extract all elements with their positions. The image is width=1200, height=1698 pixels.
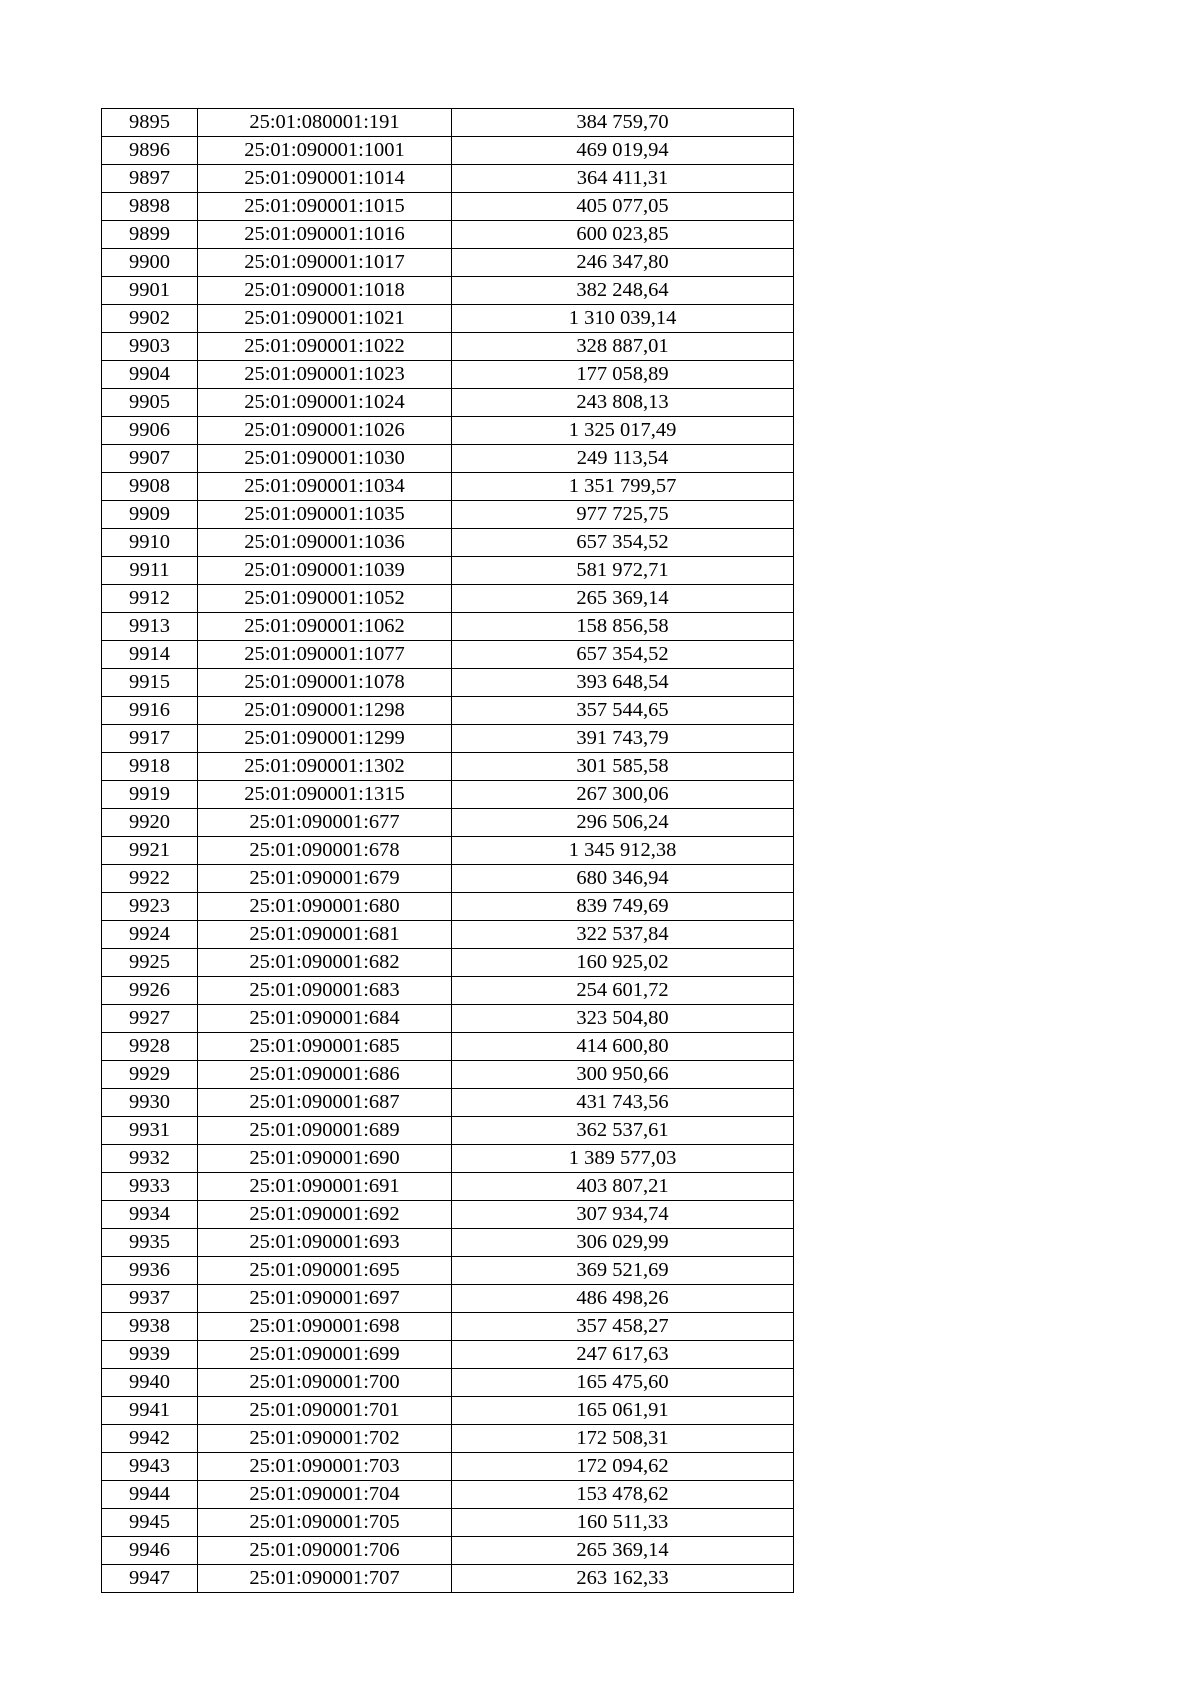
row-number-cell: 9926 — [102, 977, 198, 1005]
table-row — [102, 697, 794, 725]
table-row — [102, 977, 794, 1005]
value-cell: 243 808,13 — [452, 389, 794, 417]
row-number-cell: 9911 — [102, 557, 198, 585]
row-number-cell: 9910 — [102, 529, 198, 557]
table-row — [102, 613, 794, 641]
value-cell: 369 521,69 — [452, 1257, 794, 1285]
cadastral-number-cell: 25:01:090001:1023 — [198, 361, 452, 389]
row-number-cell: 9931 — [102, 1117, 198, 1145]
value-cell: 839 749,69 — [452, 893, 794, 921]
cadastral-number-cell: 25:01:090001:700 — [198, 1369, 452, 1397]
cadastral-number-cell: 25:01:090001:677 — [198, 809, 452, 837]
row-number-cell: 9901 — [102, 277, 198, 305]
value-cell: 600 023,85 — [452, 221, 794, 249]
row-number-cell: 9905 — [102, 389, 198, 417]
row-number-cell: 9928 — [102, 1033, 198, 1061]
row-number-cell: 9924 — [102, 921, 198, 949]
table-row — [102, 1033, 794, 1061]
cadastral-number-cell: 25:01:090001:693 — [198, 1229, 452, 1257]
cadastral-number-cell: 25:01:090001:1021 — [198, 305, 452, 333]
value-cell: 977 725,75 — [452, 501, 794, 529]
table-row — [102, 109, 794, 137]
cadastral-number-cell: 25:01:090001:1039 — [198, 557, 452, 585]
row-number-cell: 9934 — [102, 1201, 198, 1229]
cadastral-number-cell: 25:01:090001:1016 — [198, 221, 452, 249]
cadastral-number-cell: 25:01:090001:1018 — [198, 277, 452, 305]
value-cell: 581 972,71 — [452, 557, 794, 585]
value-cell: 160 925,02 — [452, 949, 794, 977]
value-cell: 306 029,99 — [452, 1229, 794, 1257]
row-number-cell: 9907 — [102, 445, 198, 473]
value-cell: 165 475,60 — [452, 1369, 794, 1397]
table-row — [102, 669, 794, 697]
cadastral-number-cell: 25:01:090001:698 — [198, 1313, 452, 1341]
value-cell: 322 537,84 — [452, 921, 794, 949]
value-cell: 393 648,54 — [452, 669, 794, 697]
value-cell: 357 544,65 — [452, 697, 794, 725]
table-row — [102, 333, 794, 361]
value-cell: 177 058,89 — [452, 361, 794, 389]
cadastral-number-cell: 25:01:090001:681 — [198, 921, 452, 949]
table-row — [102, 221, 794, 249]
row-number-cell: 9917 — [102, 725, 198, 753]
row-number-cell: 9902 — [102, 305, 198, 333]
row-number-cell: 9897 — [102, 165, 198, 193]
value-cell: 296 506,24 — [452, 809, 794, 837]
table-row — [102, 1145, 794, 1173]
value-cell: 249 113,54 — [452, 445, 794, 473]
row-number-cell: 9941 — [102, 1397, 198, 1425]
row-number-cell: 9921 — [102, 837, 198, 865]
cadastral-number-cell: 25:01:090001:695 — [198, 1257, 452, 1285]
table-row — [102, 277, 794, 305]
table-row — [102, 725, 794, 753]
value-cell: 254 601,72 — [452, 977, 794, 1005]
table-row — [102, 921, 794, 949]
row-number-cell: 9914 — [102, 641, 198, 669]
table-row — [102, 389, 794, 417]
value-cell: 384 759,70 — [452, 109, 794, 137]
row-number-cell: 9904 — [102, 361, 198, 389]
value-cell: 265 369,14 — [452, 1537, 794, 1565]
value-cell: 323 504,80 — [452, 1005, 794, 1033]
row-number-cell: 9925 — [102, 949, 198, 977]
cadastral-number-cell: 25:01:090001:1077 — [198, 641, 452, 669]
value-cell: 414 600,80 — [452, 1033, 794, 1061]
row-number-cell: 9912 — [102, 585, 198, 613]
row-number-cell: 9943 — [102, 1453, 198, 1481]
table-row — [102, 1089, 794, 1117]
cadastral-number-cell: 25:01:090001:1036 — [198, 529, 452, 557]
table-row — [102, 1173, 794, 1201]
cadastral-number-cell: 25:01:090001:705 — [198, 1509, 452, 1537]
table-row — [102, 1313, 794, 1341]
table-row — [102, 641, 794, 669]
value-cell: 1 389 577,03 — [452, 1145, 794, 1173]
table-row — [102, 193, 794, 221]
row-number-cell: 9915 — [102, 669, 198, 697]
value-cell: 469 019,94 — [452, 137, 794, 165]
table-row — [102, 949, 794, 977]
row-number-cell: 9944 — [102, 1481, 198, 1509]
row-number-cell: 9898 — [102, 193, 198, 221]
table-row — [102, 1061, 794, 1089]
cadastral-number-cell: 25:01:090001:690 — [198, 1145, 452, 1173]
table-row — [102, 501, 794, 529]
value-cell: 1 351 799,57 — [452, 473, 794, 501]
cadastral-number-cell: 25:01:090001:697 — [198, 1285, 452, 1313]
row-number-cell: 9947 — [102, 1565, 198, 1593]
value-cell: 263 162,33 — [452, 1565, 794, 1593]
cadastral-number-cell: 25:01:090001:1299 — [198, 725, 452, 753]
value-cell: 391 743,79 — [452, 725, 794, 753]
value-cell: 265 369,14 — [452, 585, 794, 613]
cadastral-number-cell: 25:01:090001:1026 — [198, 417, 452, 445]
table-row — [102, 1453, 794, 1481]
cadastral-number-cell: 25:01:090001:686 — [198, 1061, 452, 1089]
cadastral-number-cell: 25:01:090001:1062 — [198, 613, 452, 641]
table-row — [102, 445, 794, 473]
table-row — [102, 1257, 794, 1285]
value-cell: 357 458,27 — [452, 1313, 794, 1341]
value-cell: 431 743,56 — [452, 1089, 794, 1117]
cadastral-number-cell: 25:01:090001:1024 — [198, 389, 452, 417]
registry-table-body — [102, 109, 794, 1593]
cadastral-number-cell: 25:01:090001:687 — [198, 1089, 452, 1117]
table-row — [102, 837, 794, 865]
value-cell: 158 856,58 — [452, 613, 794, 641]
table-row — [102, 249, 794, 277]
cadastral-number-cell: 25:01:090001:1298 — [198, 697, 452, 725]
row-number-cell: 9932 — [102, 1145, 198, 1173]
cadastral-number-cell: 25:01:090001:1052 — [198, 585, 452, 613]
cadastral-number-cell: 25:01:090001:1017 — [198, 249, 452, 277]
cadastral-number-cell: 25:01:090001:1302 — [198, 753, 452, 781]
value-cell: 364 411,31 — [452, 165, 794, 193]
row-number-cell: 9903 — [102, 333, 198, 361]
cadastral-number-cell: 25:01:090001:1030 — [198, 445, 452, 473]
value-cell: 307 934,74 — [452, 1201, 794, 1229]
cadastral-number-cell: 25:01:090001:680 — [198, 893, 452, 921]
cadastral-number-cell: 25:01:090001:699 — [198, 1341, 452, 1369]
value-cell: 405 077,05 — [452, 193, 794, 221]
table-row — [102, 137, 794, 165]
value-cell: 657 354,52 — [452, 529, 794, 557]
table-row — [102, 1481, 794, 1509]
table-row — [102, 305, 794, 333]
value-cell: 246 347,80 — [452, 249, 794, 277]
table-row — [102, 417, 794, 445]
row-number-cell: 9906 — [102, 417, 198, 445]
value-cell: 362 537,61 — [452, 1117, 794, 1145]
cadastral-number-cell: 25:01:090001:679 — [198, 865, 452, 893]
row-number-cell: 9918 — [102, 753, 198, 781]
value-cell: 153 478,62 — [452, 1481, 794, 1509]
cadastral-number-cell: 25:01:090001:691 — [198, 1173, 452, 1201]
cadastral-number-cell: 25:01:090001:685 — [198, 1033, 452, 1061]
value-cell: 247 617,63 — [452, 1341, 794, 1369]
row-number-cell: 9895 — [102, 109, 198, 137]
table-row — [102, 893, 794, 921]
row-number-cell: 9909 — [102, 501, 198, 529]
cadastral-number-cell: 25:01:090001:1035 — [198, 501, 452, 529]
row-number-cell: 9908 — [102, 473, 198, 501]
row-number-cell: 9929 — [102, 1061, 198, 1089]
table-row — [102, 1537, 794, 1565]
row-number-cell: 9946 — [102, 1537, 198, 1565]
row-number-cell: 9935 — [102, 1229, 198, 1257]
cadastral-number-cell: 25:01:090001:684 — [198, 1005, 452, 1033]
value-cell: 165 061,91 — [452, 1397, 794, 1425]
row-number-cell: 9927 — [102, 1005, 198, 1033]
table-row — [102, 361, 794, 389]
cadastral-number-cell: 25:01:080001:191 — [198, 109, 452, 137]
cadastral-number-cell: 25:01:090001:692 — [198, 1201, 452, 1229]
value-cell: 486 498,26 — [452, 1285, 794, 1313]
table-row — [102, 585, 794, 613]
value-cell: 1 310 039,14 — [452, 305, 794, 333]
cadastral-number-cell: 25:01:090001:707 — [198, 1565, 452, 1593]
cadastral-number-cell: 25:01:090001:1015 — [198, 193, 452, 221]
value-cell: 300 950,66 — [452, 1061, 794, 1089]
value-cell: 172 094,62 — [452, 1453, 794, 1481]
table-row — [102, 1285, 794, 1313]
row-number-cell: 9936 — [102, 1257, 198, 1285]
cadastral-number-cell: 25:01:090001:1034 — [198, 473, 452, 501]
cadastral-number-cell: 25:01:090001:704 — [198, 1481, 452, 1509]
registry-table — [101, 108, 794, 1593]
value-cell: 172 508,31 — [452, 1425, 794, 1453]
row-number-cell: 9937 — [102, 1285, 198, 1313]
value-cell: 301 585,58 — [452, 753, 794, 781]
table-row — [102, 529, 794, 557]
row-number-cell: 9939 — [102, 1341, 198, 1369]
cadastral-number-cell: 25:01:090001:1022 — [198, 333, 452, 361]
table-row — [102, 1201, 794, 1229]
table-row — [102, 1005, 794, 1033]
cadastral-number-cell: 25:01:090001:1001 — [198, 137, 452, 165]
row-number-cell: 9922 — [102, 865, 198, 893]
row-number-cell: 9945 — [102, 1509, 198, 1537]
row-number-cell: 9900 — [102, 249, 198, 277]
cadastral-number-cell: 25:01:090001:689 — [198, 1117, 452, 1145]
value-cell: 680 346,94 — [452, 865, 794, 893]
value-cell: 1 345 912,38 — [452, 837, 794, 865]
table-row — [102, 753, 794, 781]
row-number-cell: 9923 — [102, 893, 198, 921]
row-number-cell: 9942 — [102, 1425, 198, 1453]
table-row — [102, 557, 794, 585]
row-number-cell: 9919 — [102, 781, 198, 809]
cadastral-number-cell: 25:01:090001:683 — [198, 977, 452, 1005]
value-cell: 1 325 017,49 — [452, 417, 794, 445]
cadastral-number-cell: 25:01:090001:1014 — [198, 165, 452, 193]
table-row — [102, 165, 794, 193]
row-number-cell: 9913 — [102, 613, 198, 641]
row-number-cell: 9930 — [102, 1089, 198, 1117]
row-number-cell: 9938 — [102, 1313, 198, 1341]
value-cell: 382 248,64 — [452, 277, 794, 305]
table-row — [102, 781, 794, 809]
table-row — [102, 1341, 794, 1369]
cadastral-number-cell: 25:01:090001:678 — [198, 837, 452, 865]
row-number-cell: 9896 — [102, 137, 198, 165]
row-number-cell: 9920 — [102, 809, 198, 837]
table-row — [102, 865, 794, 893]
cadastral-number-cell: 25:01:090001:1078 — [198, 669, 452, 697]
table-row — [102, 1565, 794, 1593]
cadastral-number-cell: 25:01:090001:1315 — [198, 781, 452, 809]
value-cell: 403 807,21 — [452, 1173, 794, 1201]
cadastral-number-cell: 25:01:090001:702 — [198, 1425, 452, 1453]
value-cell: 657 354,52 — [452, 641, 794, 669]
table-row — [102, 1117, 794, 1145]
table-row — [102, 1229, 794, 1257]
value-cell: 328 887,01 — [452, 333, 794, 361]
cadastral-number-cell: 25:01:090001:703 — [198, 1453, 452, 1481]
cadastral-number-cell: 25:01:090001:682 — [198, 949, 452, 977]
cadastral-number-cell: 25:01:090001:701 — [198, 1397, 452, 1425]
row-number-cell: 9899 — [102, 221, 198, 249]
value-cell: 267 300,06 — [452, 781, 794, 809]
row-number-cell: 9940 — [102, 1369, 198, 1397]
table-row — [102, 1509, 794, 1537]
table-row — [102, 1397, 794, 1425]
cadastral-number-cell: 25:01:090001:706 — [198, 1537, 452, 1565]
table-row — [102, 809, 794, 837]
row-number-cell: 9933 — [102, 1173, 198, 1201]
row-number-cell: 9916 — [102, 697, 198, 725]
table-row — [102, 1369, 794, 1397]
table-row — [102, 473, 794, 501]
value-cell: 160 511,33 — [452, 1509, 794, 1537]
table-row — [102, 1425, 794, 1453]
